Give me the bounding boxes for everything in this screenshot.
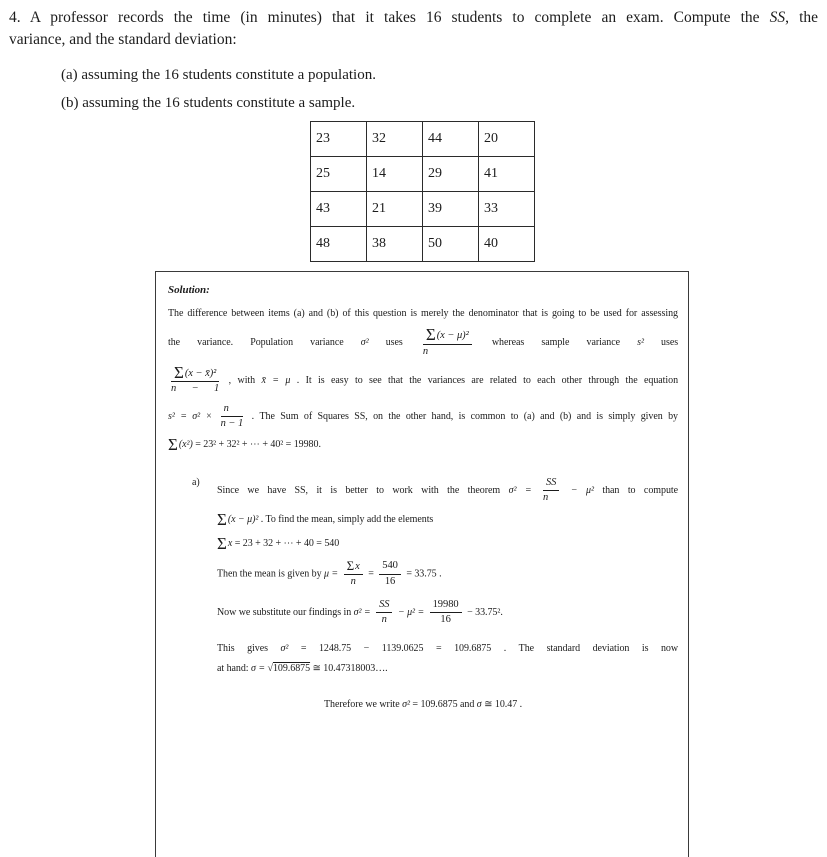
fraction [379,560,401,587]
table-cell: 33 [479,192,535,227]
line-content [217,476,678,505]
math-run: σ² [280,643,289,655]
table-cell: 23 [311,122,367,157]
math-run: = 109.6875 [412,699,458,711]
problem-line-1 [9,7,818,29]
text-run: . [439,568,442,580]
fraction-denominator: n − 1 [220,418,244,430]
math-run: s² [637,337,644,349]
fraction [430,599,462,626]
fraction [376,599,392,626]
problem-statement [9,7,818,51]
fraction-numerator: n [221,403,244,417]
fraction-numerator: SS [376,599,392,613]
solution-line [217,642,678,656]
solution-conclusion [168,698,678,712]
text-run: . [519,699,523,711]
part-a-body [217,510,679,676]
fraction-numerator: 540 [379,560,401,574]
solution-box [155,271,689,857]
math-run: σ² [402,699,410,711]
text-run: 4. A professor records the time (in minutes) that it takes 16 students to complete an exam. Compute the [9,9,760,26]
solution-line [217,559,678,589]
item-label: a) [192,476,200,488]
text-run: uses [385,337,403,349]
table-row [311,157,535,192]
text-run: , with [228,374,256,386]
table-cell: 50 [423,227,479,262]
table-cell: 14 [367,157,423,192]
problem-line-2: variance, and the standard deviation: [9,31,237,48]
table-row [311,192,535,227]
solution-line [217,510,678,530]
fraction-numerator: SS [543,477,559,491]
solution-line [168,362,679,397]
text-run: Therefore we write [323,699,400,711]
fraction-denominator: n [350,576,356,588]
table-cell: 39 [423,192,479,227]
text-run: Then the mean is given by [217,568,322,580]
math-run: ≅ 10.47318003…. [312,663,388,675]
sum-symbol: Σ [217,510,227,530]
solution-line [217,598,678,627]
text-run: whereas sample variance [491,337,620,349]
text-run: . To find the mean, simply add the elements [260,514,434,526]
solution-part-a [192,476,678,676]
fraction-numerator [344,557,363,575]
sum-symbol: Σ [168,434,178,454]
solution-line: The difference between items (a) and (b) of this question is merely the denominator that is going to be used for assessing [168,308,678,320]
math-run: = 23 + 32 + ⋯ + 40 = 540 [234,537,340,549]
solution-label: Solution: [168,284,210,296]
sqrt-expression [267,663,310,674]
solution-line [217,662,678,676]
text-run: . The standard deviation is now [503,643,679,655]
data-table [310,121,535,262]
solution-line [168,402,678,431]
fraction-denominator: n [542,492,549,504]
table-row [311,122,535,157]
math-run: s² = σ² × [168,411,213,423]
math-run: − μ² = [397,606,425,618]
table-cell: 41 [479,157,535,192]
fraction [221,403,244,430]
text-run: and [460,699,475,711]
sqrt-symbol: √ [267,663,273,675]
text-run: than to compute [602,484,679,496]
fraction-denominator: n [381,614,387,626]
table-cell: 38 [367,227,423,262]
math-run: = [368,568,374,580]
solution-line [192,476,678,505]
fraction-denominator: 16 [440,614,451,626]
math-run: (x²) [178,438,193,450]
text-run: . It is easy to see that the variances are related to each other through the equation [296,374,679,386]
math-run: σ = [251,663,266,675]
table-cell: 44 [423,122,479,157]
math-run: − μ² [570,484,594,496]
sum-symbol: Σ [346,557,355,573]
math-run: ≅ 10.47 [484,699,518,711]
math-run: σ² = [353,606,371,618]
math-run: x̄ = μ [261,374,291,386]
sqrt-radicand: 109.6875 [272,663,311,675]
math-run: x [227,537,233,549]
math-run: σ² [360,337,369,349]
text-run: , the [785,9,819,26]
fraction-denominator: n [422,345,429,357]
solution-line [217,533,678,553]
text-run: This gives [217,643,268,655]
fraction-numerator [171,362,219,382]
fraction-denominator: n − 1 [171,383,220,395]
math-run: μ = [324,568,339,580]
table-cell: 43 [311,192,367,227]
math-run: (x − μ)² [436,330,469,342]
table-cell: 21 [367,192,423,227]
fraction [344,557,363,588]
math-run: x [355,560,360,572]
text-run: uses [661,337,679,349]
table-cell: 29 [423,157,479,192]
math-run: = 23² + 32² + ⋯ + 40² = 19980. [195,438,321,450]
solution-line [168,327,678,359]
fraction-denominator: 16 [384,575,396,587]
table-cell: 25 [311,157,367,192]
math-run: (x − μ)² [227,514,259,526]
solution-line [168,434,678,454]
table-cell: 32 [367,122,423,157]
text-run: . The Sum of Squares SS, on the other hand, is common to (a) and (b) and is simply given by [251,411,678,423]
math-run: σ [476,699,482,711]
fraction [171,362,220,396]
table-cell: 48 [311,227,367,262]
fraction-numerator: 19980 [430,599,462,613]
text-run: Now we substitute our findings in [217,606,352,618]
sum-symbol: Σ [174,362,184,382]
text-run: at hand: [217,663,249,675]
text-run: Since we have SS, it is better to work with the theorem [217,484,501,496]
table-cell: 40 [479,227,535,262]
table-row [311,227,535,262]
ss-term: SS [769,9,786,26]
math-run: − 33.75². [467,606,503,618]
sum-symbol: Σ [425,325,436,345]
math-run: = 33.75 [406,568,437,580]
problem-item-a: (a) assuming the 16 students constitute a population. [61,67,376,83]
fraction-numerator [423,325,472,345]
fraction [422,325,472,358]
problem-item-b: (b) assuming the 16 students constitute a sample. [61,95,356,111]
text-run: the variance. Population variance [168,337,344,349]
table-cell: 20 [479,122,535,157]
sum-symbol: Σ [217,533,227,553]
fraction [543,477,559,504]
math-run: (x − x̄)² [184,367,217,379]
problem-items [61,65,818,114]
math-run: = 1248.75 − 1139.0625 = 109.6875 [300,643,492,655]
math-run: σ² = [508,484,532,496]
